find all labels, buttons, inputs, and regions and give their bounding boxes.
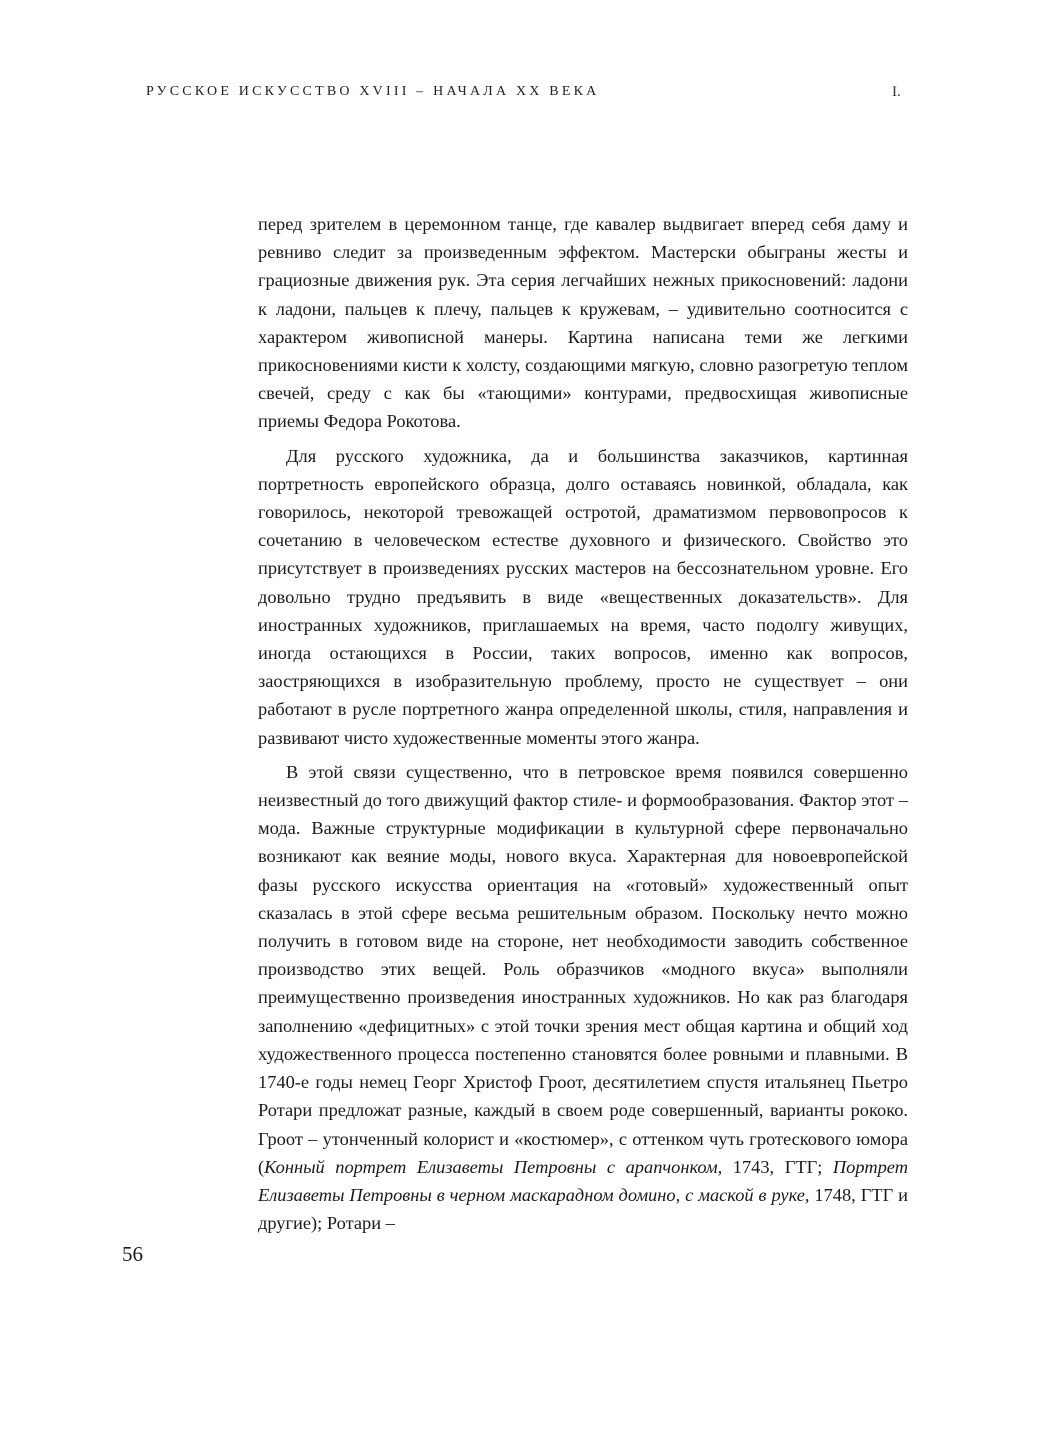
artwork-title: Портрет Елизаветы Петровны в черном маскарадном домино, с маской в руке, — [258, 1156, 908, 1205]
paragraph: перед зрителем в церемонном танце, где кавалер выдвигает вперед себя даму и ревниво следит за произведенным эффектом. Мастерски обыграны жесты и грациозные движения рук. Эта серия легчайших нежных прикосновений: ладони к ладони, пальцев к плечу, пальцев к кружевам, – удивительно соотносится с характером живописной манеры. Картина написана теми же легкими прикосновениями кисти к холсту, создающими мягкую, словно разогретую теплом свечей, среду с как бы «тающими» контурами, предвосхищая живописные приемы Федора Рокотова. — [258, 214, 908, 432]
paragraph — [258, 758, 908, 1237]
artwork-meta: 1748, ГТГ и другие); Ротари – — [258, 1184, 908, 1234]
artwork-meta: 1743, ГТГ; — [722, 1156, 833, 1177]
main-text — [258, 210, 908, 1237]
artwork-title: Конный портрет Елизаветы Петровны с арапчонком, — [264, 1156, 723, 1177]
paragraph-text: В этой связи существенно, что в петровское время появился совершенно неизвестный до того движущий фактор стиле- и формообразования. Фактор этот – мода. Важные структурные модификации в культурной сфере первоначально возникают как веяние моды, нового вкуса. Характерная для новоевропейской фазы русского искусства ориентация на «готовый» художественный опыт сказалась в этой сфере весьма решительным образом. Поскольку нечто можно получить в готовом виде на стороне, нет необходимости заводить собственное производство этих вещей. Роль образчиков «модного вкуса» выполняли преимущественно произведения иностранных художников. Но как раз благодаря заполнению «дефицитных» с этой точки зрения мест общая картина и общий ход художественного процесса постепенно становятся более ровными и плавными. В 1740-е годы немец Георг Христоф Гроот, десятилетием спустя итальянец Пьетро Ротари предложат разные, каждый в своем роде совершенный, варианты рококо. Гроот – утонченный колорист и «костюмер», с оттенком чуть гротескового юмора ( — [258, 761, 908, 1177]
chapter-marker: I. — [892, 84, 901, 100]
page-number: 56 — [122, 1242, 143, 1266]
running-head: РУССКОЕ ИСКУССТВО XVIII – НАЧАЛА XX ВЕКА — [146, 84, 600, 99]
paragraph: Для русского художника, да и большинства заказчиков, картинная портретность европейского образца, долго оставаясь новинкой, обладала, как говорилось, некоторой тревожащей остротой, драматизмом первовопросов к сочетанию в человеческом естестве духовного и физического. Свойство это присутствует в произведениях русских мастеров на бессознательном уровне. Его довольно трудно предъявить в виде «вещественных доказательств». Для иностранных художников, приглашаемых на время, часто подолгу живущих, иногда остающихся в России, таких вопросов, именно как вопросов, заостряющихся в изобразительную проблему, просто не существует – они работают в русле портретного жанра определенной школы, стиля, направления и развивают чисто художественные моменты этого жанра. — [258, 445, 908, 748]
